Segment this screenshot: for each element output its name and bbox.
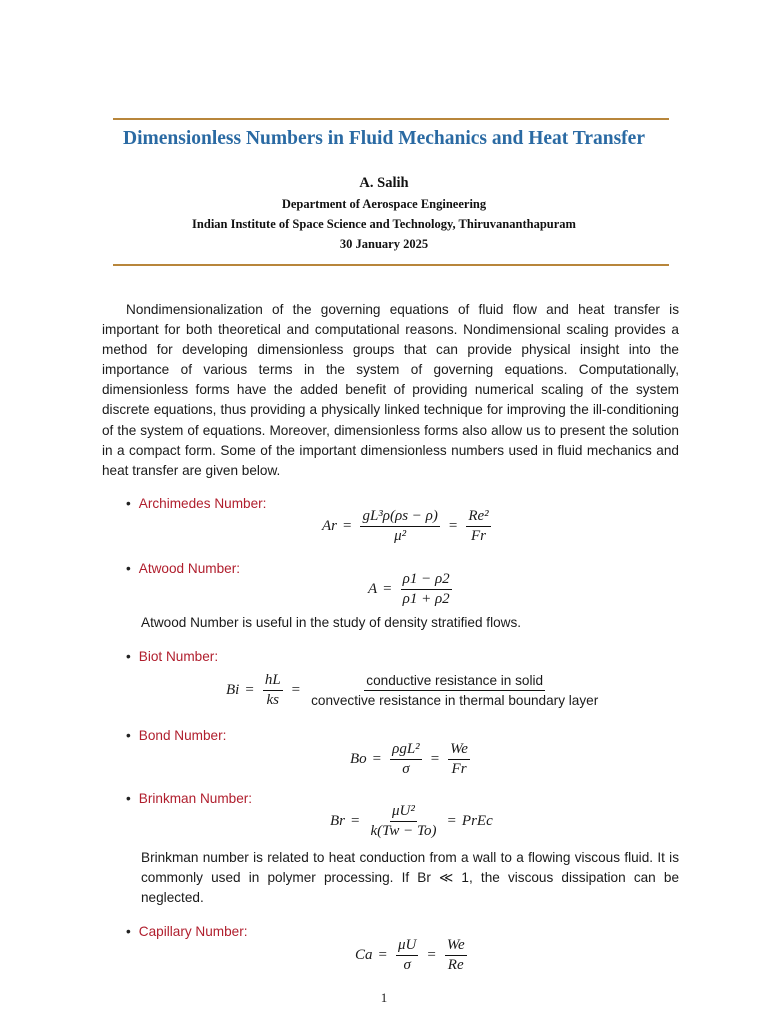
list-item: • Biot Number: xyxy=(126,649,219,664)
equation-biot: Bi = $\frac{hL}{ks}$ = $\frac{\text{conductive resistance in solid}}{\text{convective resistance in thermal boundary layer}}$ xyxy=(226,672,599,708)
page-number: 1 xyxy=(380,990,388,1005)
department: Department of Aerospace Engineering xyxy=(281,197,487,211)
list-item: • Brinkman Number: xyxy=(126,791,253,806)
item-name: Brinkman Number: xyxy=(138,791,253,806)
date: 30 January 2025 xyxy=(339,237,429,251)
paper-title: Dimensionless Numbers in Fluid Mechanics and Heat Transfer xyxy=(122,128,645,149)
list-item: • Archimedes Number: xyxy=(126,496,267,511)
item-name: Bond Number: xyxy=(138,728,227,743)
item-note: Atwood Number is useful in the study of density stratified flows. xyxy=(141,615,522,630)
list-item: • Bond Number: xyxy=(126,728,227,743)
item-name: Archimedes Number: xyxy=(138,496,267,511)
item-note: Brinkman number is related to heat conduction from a wall to a flowing viscous fluid. It is commonly used in polymer processing. If Br ≪ 1, the viscous dissipation can be neglected. xyxy=(141,850,679,906)
equation-archimedes: Ar = $\frac{\text{gL³ρ(ρs − ρ)}}{\text{μ²}}$ = $\frac{\text{Re²}}{Fr}$ xyxy=(322,508,489,544)
item-name: Biot Number: xyxy=(138,649,219,664)
equation-atwood: A = $\frac{\rho 1 - \rho 2}{\rho 1 + \rho 2}$ xyxy=(368,571,450,607)
bottom-rule xyxy=(113,264,669,266)
intro-paragraph: Nondimensionalization of the governing equations of fluid flow and heat transfer is important for both theoretical and computational reasons. Nondimensional scaling provides a method for developing dimensionless groups that can provide physical insight into the importance of various terms in the system of governing equations. Computationally, dimensionless forms have the added benefit of providing numerical scaling of the system discrete equations, thus providing a physically linked technique for improving the ill-conditioning of the system of equations. Moreover, dimensionless forms also allow us to present the solution in a compact form. Some of the important dimensionless numbers used in fluid mechanics and heat transfer are given below. xyxy=(102,302,679,478)
list-item: • Atwood Number: xyxy=(126,561,241,576)
item-name: Capillary Number: xyxy=(138,924,248,939)
list-item: • Capillary Number: xyxy=(126,924,248,939)
item-name: Atwood Number: xyxy=(138,561,241,576)
equation-capillary: Ca = $\frac{\mu U}{\sigma}$ = $\frac{We}{Re}$ xyxy=(355,937,465,973)
equation-brinkman: Br = $\frac{\text{μU²}}{k(Tw - To)}$ = PrEc xyxy=(330,803,493,839)
top-rule xyxy=(113,118,669,120)
institute: Indian Institute of Space Science and Technology, Thiruvananthapuram xyxy=(192,217,576,231)
author: A. Salih xyxy=(359,175,409,191)
equation-bond: Bo = $\frac{\text{ρgL²}}{\sigma}$ = $\frac{We}{Fr}$ xyxy=(350,741,468,777)
